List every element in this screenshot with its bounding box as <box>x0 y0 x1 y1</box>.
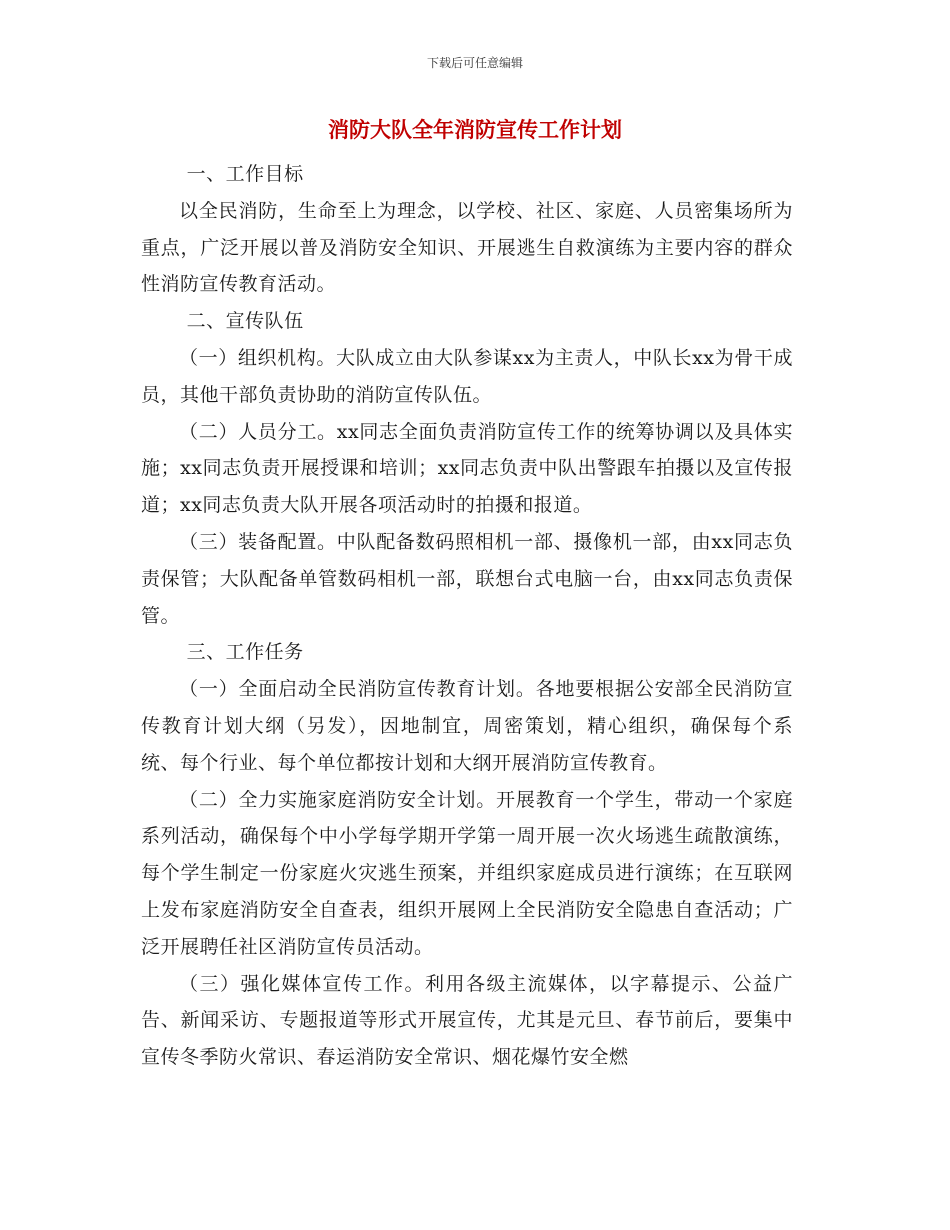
section-heading-goals: 一、工作目标 <box>186 163 304 185</box>
document-title: 消防大队全年消防宣传工作计划 <box>328 118 622 142</box>
paragraph-equipment: （三）装备配置。中队配备数码照相机一部、摄像机一部，由xx同志负责保管；大队配备单管数码相机一部，联想台式电脑一台，由xx同志负责保管。 <box>141 530 793 627</box>
section-heading-tasks: 三、工作任务 <box>186 641 304 664</box>
paragraph-task-1: （一）全面启动全民消防宣传教育计划。各地要根据公安部全民消防宣传教育计划大纲（另发），因地制宜，周密策划，精心组织，确保每个系统、每个行业、每个单位都按计划和大纲开展消防宣传教育。 <box>141 678 793 774</box>
paragraph-task-3: （三）强化媒体宣传工作。利用各级主流媒体，以字幕提示、公益广告、新闻采访、专题报道等形式开展宣传，尤其是元旦、春节前后，要集中宣传冬季防火常识、春运消防安全常识、烟花爆竹安全燃 <box>141 972 793 1069</box>
paragraph-task-2: （二）全力实施家庭消防安全计划。开展教育一个学生，带动一个家庭系列活动，确保每个中小学每学期开学第一周开展一次火场逃生疏散演练，每个学生制定一份家庭火灾逃生预案，并组织家庭成员进行演练；在互联网上发布家庭消防安全自查表，组织开展网上全民消防安全隐患自查活动；广泛开展聘任社区消防宣传员活动。 <box>141 788 793 958</box>
paragraph-goals: 以全民消防，生命至上为理念，以学校、社区、家庭、人员密集场所为重点，广泛开展以普及消防安全知识、开展逃生自救演练为主要内容的群众性消防宣传教育活动。 <box>141 199 793 296</box>
paragraph-division-of-labor: （二）人员分工。xx同志全面负责消防宣传工作的统筹协调以及具体实施；xx同志负责开展授课和培训；xx同志负责中队出警跟车拍摄以及宣传报道；xx同志负责大队开展各项活动时的拍摄和报道。 <box>141 420 793 517</box>
section-heading-team: 二、宣传队伍 <box>186 310 304 333</box>
header-note: 下载后可任意编辑 <box>426 56 523 70</box>
paragraph-organization: （一）组织机构。大队成立由大队参谋xx为主责人，中队长xx为骨干成员，其他干部负责协助的消防宣传队伍。 <box>141 346 793 406</box>
document-body <box>141 156 793 1076</box>
